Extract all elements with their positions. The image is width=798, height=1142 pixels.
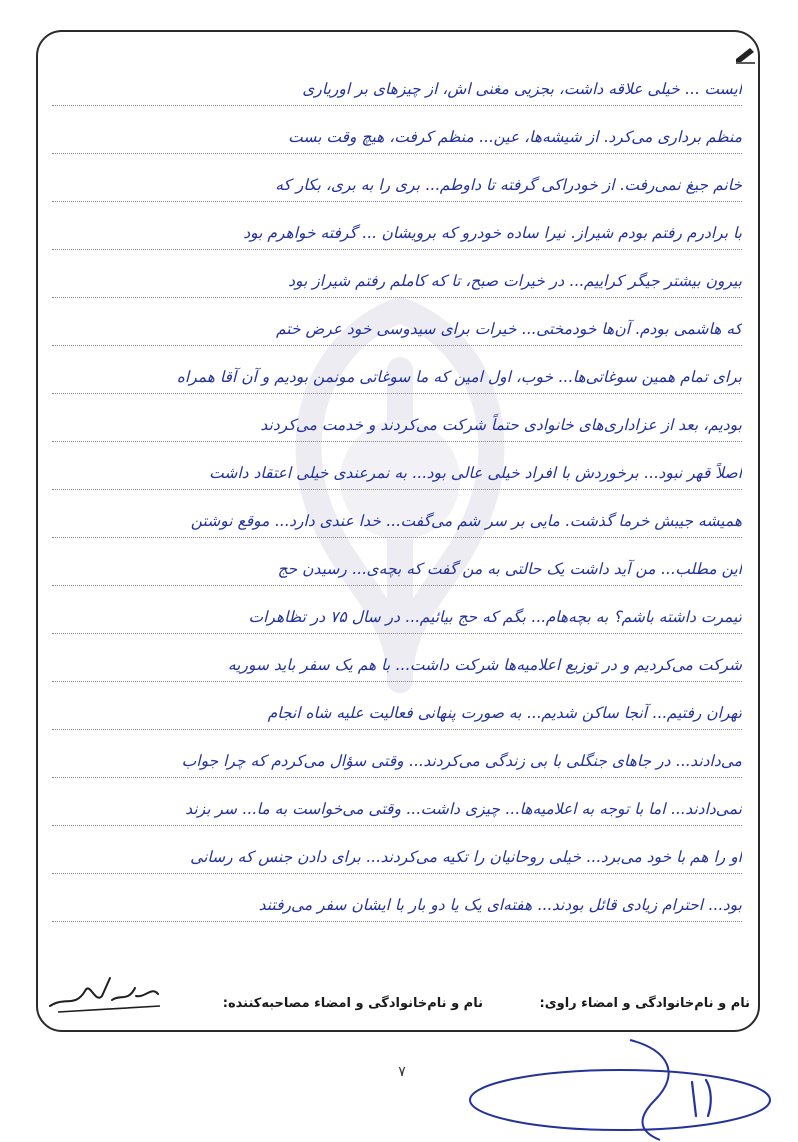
- handwritten-line: ایست ... خیلی علاقه داشت، بجزیی مغنی اش، از چیزهای بر اوریاری: [52, 58, 742, 106]
- handwritten-line: اصلاً قهر نبود... برخوردش با افراد خیلی عالی بود... به نمرعندی خیلی اعتقاد داشت: [52, 442, 742, 490]
- handwritten-line: تهران رفتیم... آنجا ساکن شدیم... به صورت پنهانی فعالیت علیه شاه انجام: [52, 682, 742, 730]
- handwritten-line: می‌دادند... در جاهای جنگلی با بی زندگی می‌کردند... وقتی سؤال می‌کردم که چرا جواب: [52, 730, 742, 778]
- handwritten-line: بود... احترام زیادی قائل بودند... هفته‌ای یک یا دو بار با ایشان سفر می‌رفتند: [52, 874, 742, 922]
- handwritten-line: تیمرت داشته باشم؟ به بچه‌هام... بگم که حج بیائیم... در سال ۷۵ در تظاهرات: [52, 586, 742, 634]
- footer-signature-labels: [160, 996, 750, 1011]
- narrator-signature: [40, 966, 170, 1026]
- handwritten-line: نمی‌دادند... اما با توجه به اعلامیه‌ها... چیزی داشت... وقتی می‌خواست به ما... سر بزند: [52, 778, 742, 826]
- handwritten-line: شرکت می‌کردیم و در توزیع اعلامیه‌ها شرکت داشت... با هم یک سفر باید سوریه: [52, 634, 742, 682]
- handwritten-line: او را هم با خود می‌برد... خیلی روحانیان را تکیه می‌کردند... برای دادن جنس که رسانی: [52, 826, 742, 874]
- handwritten-line: بودیم، بعد از عزاداری‌های خانوادی حتماً شرکت می‌کردند و خدمت می‌کردند: [52, 394, 742, 442]
- handwritten-line: خانم جیغ نمی‌رفت. از خودراکی گرفته تا داوطم... بری را به بری، بکار که: [52, 154, 742, 202]
- handwritten-text-area: [52, 0, 742, 990]
- handwritten-line: بیرون بیشتر جیگر کراییم... در خیرات صبح، تا که کاملم رفتم شیراز بود: [52, 250, 742, 298]
- handwritten-line: برای تمام همین سوغاتی‌ها... خوب، اول امین که ما سوغاتی مونمن بودیم و آن آقا همراه: [52, 346, 742, 394]
- handwritten-line: این مطلب... من آید داشت یک حالتی به من گفت که بچه‌ی... رسیدن حج: [52, 538, 742, 586]
- handwritten-line: با برادرم رفتم بودم شیراز. نیرا ساده خودرو که برویشان ... گرفته خواهرم بود: [52, 202, 742, 250]
- oval-stamp-scribble: [460, 1030, 798, 1142]
- interviewer-signature-label: نام و نام‌خانوادگی و امضاء مصاحبه‌کننده:: [222, 996, 483, 1011]
- page-number: ۷: [398, 1064, 406, 1080]
- handwritten-line: منظم برداری می‌کرد. از شیشه‌ها، عین... منظم کرفت، هیچ وقت بست: [52, 106, 742, 154]
- narrator-signature-label: نام و نام‌خانوادگی و امضاء راوی:: [539, 996, 750, 1011]
- handwritten-line: همیشه جیبش خرما گذشت. مایی بر سر شم می‌گفت... خدا عندی دارد... موقع نوشتن: [52, 490, 742, 538]
- handwritten-line: که هاشمی بودم. آن‌ها خودمختی... خیرات برای سیدوسی خود عرض ختم: [52, 298, 742, 346]
